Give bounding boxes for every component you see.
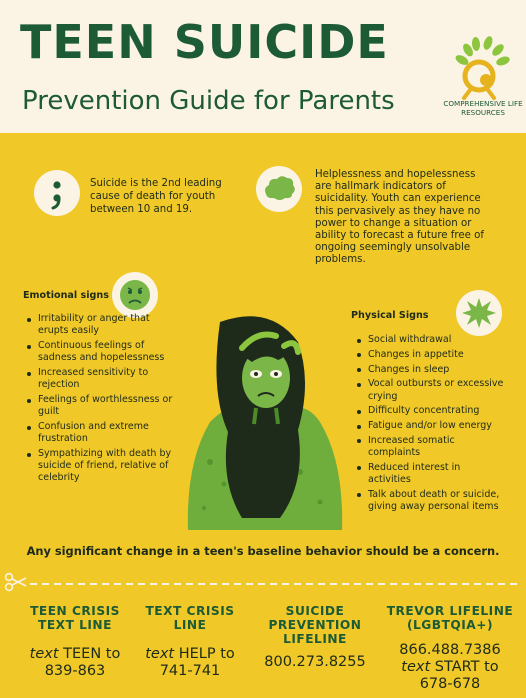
emotional-signs-list	[26, 313, 176, 487]
list-item: Sympathizing with death by suicide of friend, relative of celebrity	[26, 448, 176, 485]
list-item: Fatigue and/or low energy	[356, 420, 506, 432]
list-item: Changes in sleep	[356, 364, 506, 376]
list-item: Feelings of worthlessness or guilt	[26, 394, 176, 418]
hotline-teen-crisis	[20, 604, 130, 680]
hotline-contact: text TEEN to 839-863	[29, 646, 121, 679]
list-item: Vocal outbursts or excessive crying	[356, 378, 506, 402]
list-item: Talk about death or suicide, giving away personal items	[356, 489, 506, 513]
hotline-trevor	[385, 604, 515, 693]
hotline-phone: 866.488.7386	[399, 642, 501, 658]
page-subtitle: Prevention Guide for Parents	[22, 86, 395, 116]
hotline-contact: text HELP to 741-741	[145, 646, 235, 679]
list-item: Increased sensitivity to rejection	[26, 367, 176, 391]
emotional-signs-heading: Emotional signs	[23, 290, 109, 301]
list-item: Irritability or anger that erupts easily	[26, 313, 176, 337]
scissors-icon	[4, 572, 28, 592]
fact-hopelessness: Helplessness and hopelessness are hallmark indicators of suicidality. Youth can experience this pervasively as they have no power to change a situation or ability to forecast a future free of ongoing seemingly unsolvable problems.	[315, 169, 484, 266]
hotline-name: TEEN CRISIS TEXT LINE	[30, 604, 120, 632]
semicolon-icon	[34, 170, 80, 216]
page-title: TEEN SUICIDE	[20, 15, 389, 69]
hotline-name: TEXT CRISIS LINE	[145, 604, 235, 632]
burst-icon	[456, 290, 502, 336]
list-item: Confusion and extreme frustration	[26, 421, 176, 445]
list-item: Continuous feelings of sadness and hopelessness	[26, 340, 176, 364]
hotline-name: TREVOR LIFELINE (LGBTQIA+)	[386, 604, 514, 632]
distressed-teen-illustration	[180, 312, 350, 532]
physical-signs-heading: Physical Signs	[351, 310, 429, 321]
hotline-contact: 800.273.8255	[264, 654, 366, 670]
list-item: Difficulty concentrating	[356, 405, 506, 417]
list-item: Reduced interest in activities	[356, 462, 506, 486]
logo-text: COMPREHENSIVE LIFE RESOURCES	[443, 99, 523, 117]
hotline-suicide-prevention	[255, 604, 375, 671]
list-item: Changes in appetite	[356, 349, 506, 361]
hotline-name: SUICIDE PREVENTION LIFELINE	[268, 604, 362, 646]
list-item: Social withdrawal	[356, 334, 506, 346]
hotline-text-crisis	[140, 604, 240, 680]
concern-banner: Any significant change in a teen's baseline behavior should be a concern.	[26, 544, 500, 558]
hotline-contact: text START to 678-678	[401, 659, 499, 692]
cloud-icon	[256, 166, 302, 212]
physical-signs-list	[356, 334, 506, 516]
cut-line	[0, 578, 526, 590]
header	[0, 0, 526, 133]
list-item: Increased somatic complaints	[356, 435, 506, 459]
fact-suicide-rank: Suicide is the 2nd leading cause of death for youth between 10 and 19.	[90, 178, 222, 215]
sad-face-icon	[112, 272, 158, 318]
